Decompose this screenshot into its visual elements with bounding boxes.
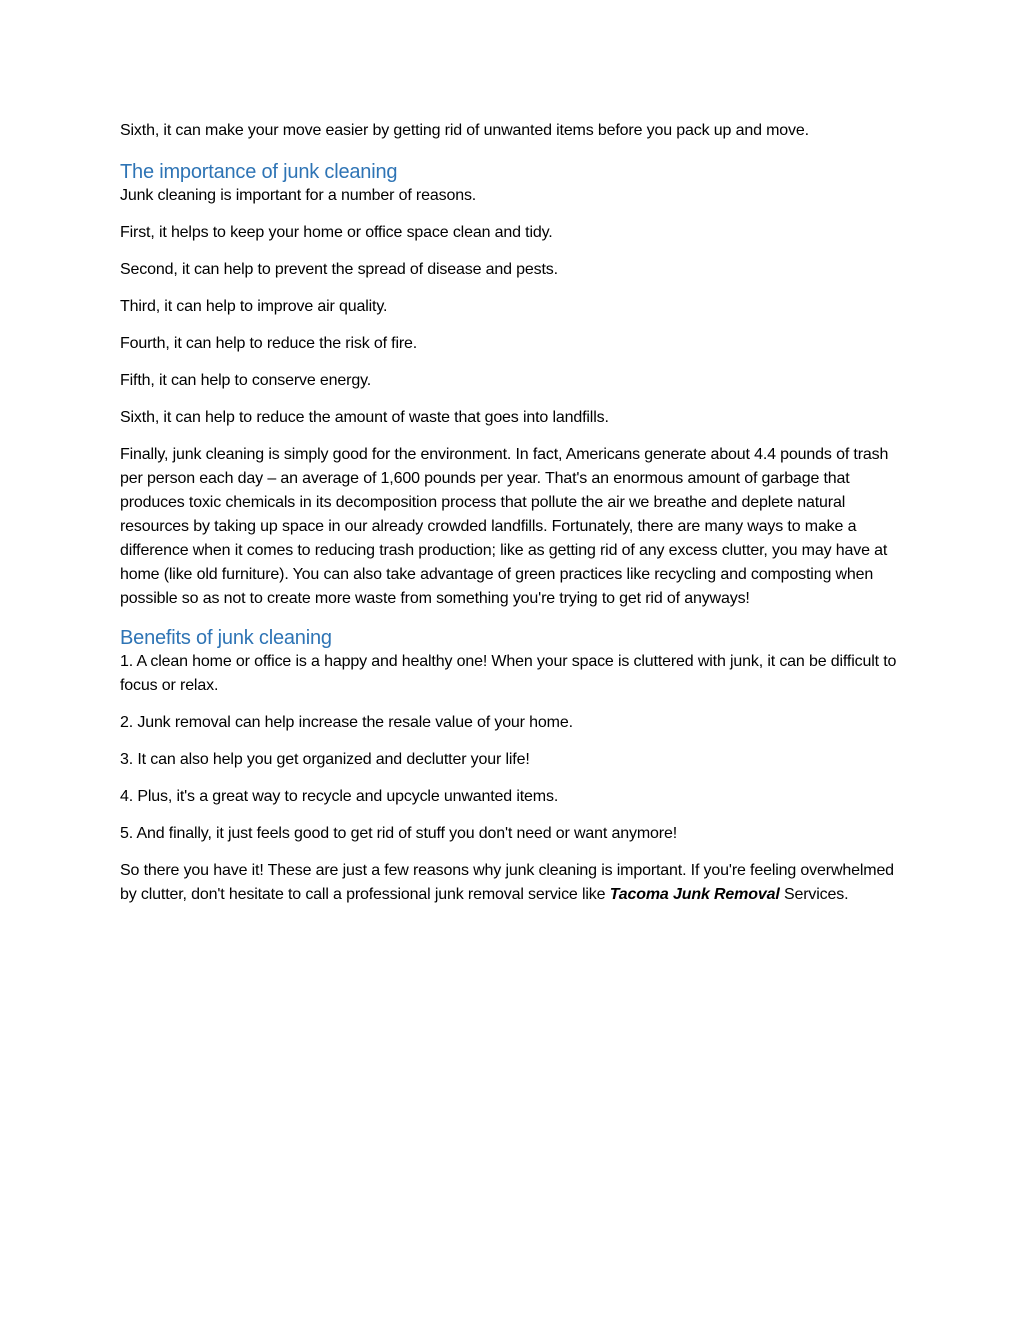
importance-lead: Junk cleaning is important for a number of reasons. xyxy=(120,187,477,204)
heading-importance: The importance of junk cleaning xyxy=(120,161,398,183)
document-body xyxy=(120,119,904,920)
importance-item-sixth: Sixth, it can help to reduce the amount of waste that goes into landfills. xyxy=(120,409,609,426)
importance-item-third: Third, it can help to improve air quality. xyxy=(120,298,388,315)
intro-paragraph: Sixth, it can make your move easier by getting rid of unwanted items before you pack up and move. xyxy=(120,122,809,139)
company-name-emphasis: Tacoma Junk Removal xyxy=(609,886,780,903)
benefit-item-2: 2. Junk removal can help increase the resale value of your home. xyxy=(120,714,573,731)
importance-item-first: First, it helps to keep your home or office space clean and tidy. xyxy=(120,224,553,241)
importance-item-second: Second, it can help to prevent the spread of disease and pests. xyxy=(120,261,558,278)
importance-finally-paragraph: Finally, junk cleaning is simply good for the environment. In fact, Americans generate about 4.4 pounds of trash per person each day – an average of 1,600 pounds per year. That's an enormous amount of garbage that produces toxic chemicals in its decomposition process that pollute the air we breathe and deplete natural resources by taking up space in our already crowded landfills. Fortunately, there are many ways to make a difference when it comes to reducing trash production; like as getting rid of any excess clutter, you may have at home (like old furniture). You can also take advantage of green practices like recycling and composting when possible so as not to create more waste from something you're trying to get rid of anyways! xyxy=(120,446,889,607)
importance-item-fifth: Fifth, it can help to conserve energy. xyxy=(120,372,372,389)
benefit-item-5: 5. And finally, it just feels good to get rid of stuff you don't need or want anymore! xyxy=(120,825,678,842)
closing-text-before: So there you have it! These are just a few reasons why junk cleaning is important. If you're feeling overwhelmed by clutter, don't hesitate to call a professional junk removal service like xyxy=(120,862,894,903)
closing-text-after: Services. xyxy=(779,886,849,903)
benefit-item-3: 3. It can also help you get organized and declutter your life! xyxy=(120,751,530,768)
benefit-item-4: 4. Plus, it's a great way to recycle and upcycle unwanted items. xyxy=(120,788,559,805)
closing-paragraph xyxy=(120,859,904,907)
heading-benefits: Benefits of junk cleaning xyxy=(120,627,332,649)
importance-item-fourth: Fourth, it can help to reduce the risk of fire. xyxy=(120,335,418,352)
benefit-item-1: 1. A clean home or office is a happy and healthy one! When your space is cluttered with junk, it can be difficult to focus or relax. xyxy=(120,653,897,694)
